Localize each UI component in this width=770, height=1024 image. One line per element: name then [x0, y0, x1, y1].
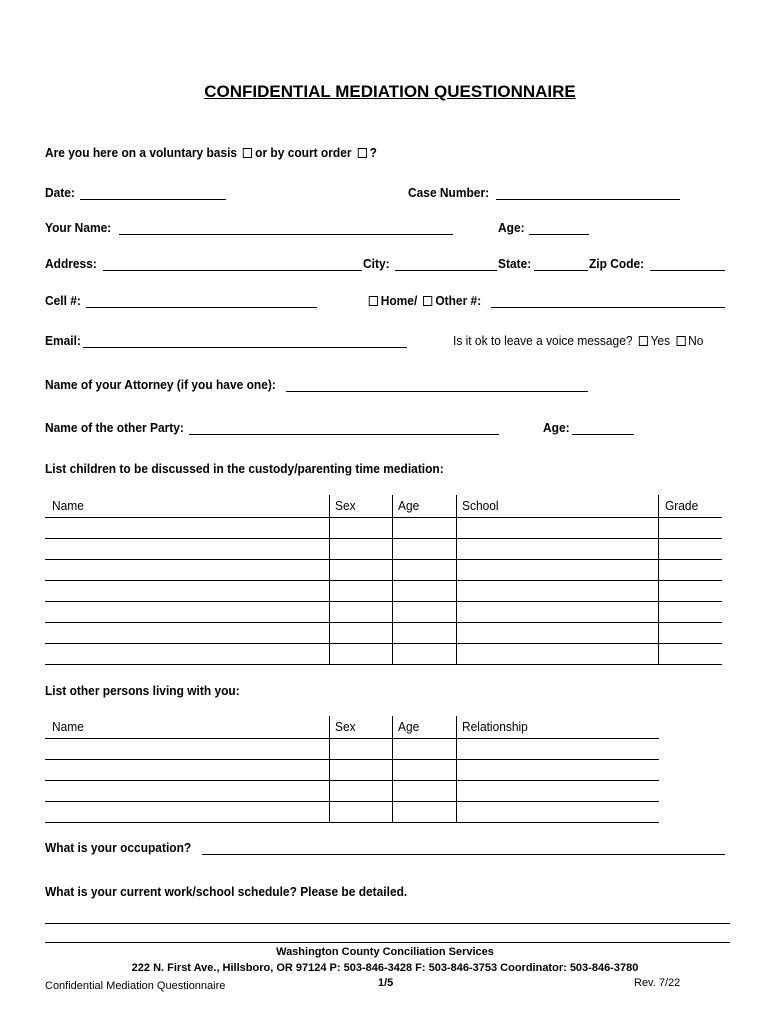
date-field[interactable] [80, 199, 226, 200]
city-label: City: [363, 256, 390, 271]
occupation-label: What is your occupation? [45, 840, 192, 855]
other-party-field[interactable] [189, 434, 499, 435]
date-label: Date: [45, 185, 75, 200]
voice-message-label: Is it ok to leave a voice message? [453, 333, 633, 348]
schedule-field[interactable] [45, 923, 730, 924]
your-name-label: Your Name: [45, 220, 112, 235]
table-row[interactable] [45, 517, 722, 518]
occupation-field[interactable] [202, 854, 725, 855]
other-party-label: Name of the other Party: [45, 420, 184, 435]
children-col-grade: Grade [665, 498, 699, 513]
table-row[interactable] [45, 738, 659, 739]
voluntary-question [45, 145, 377, 160]
zip-label: Zip Code: [589, 256, 645, 271]
age-label: Age: [498, 220, 525, 235]
table-row[interactable] [45, 801, 659, 802]
other-checkbox[interactable] [423, 296, 432, 306]
others-col-name: Name [52, 719, 84, 734]
voice-yes-label: Yes [650, 333, 671, 348]
footer-revision: Rev. 7/22 [634, 977, 681, 989]
children-heading: List children to be discussed in the custody/parenting time mediation: [45, 461, 444, 476]
others-heading: List other persons living with you: [45, 683, 240, 698]
email-field[interactable] [83, 347, 407, 348]
footer-address: 222 N. First Ave., Hillsboro, OR 97124 P: 503-846-3428 F: 503-846-3753 Coordinator: 503-846-3780 [131, 962, 639, 974]
case-number-field[interactable] [496, 199, 680, 200]
voluntary-checkbox[interactable] [243, 148, 252, 158]
footer-doc-name: Confidential Mediation Questionnaire [45, 980, 226, 992]
phone-type-group [366, 293, 481, 308]
others-divider [329, 716, 330, 822]
age-field[interactable] [529, 234, 589, 235]
children-col-name: Name [52, 498, 84, 513]
attorney-field[interactable] [286, 391, 588, 392]
children-col-school: School [462, 498, 499, 513]
table-row[interactable] [45, 759, 659, 760]
table-row[interactable] [45, 664, 722, 665]
table-row[interactable] [45, 538, 722, 539]
table-row[interactable] [45, 559, 722, 560]
your-name-field[interactable] [119, 234, 453, 235]
table-row[interactable] [45, 780, 659, 781]
state-field[interactable] [534, 270, 588, 271]
voice-no-checkbox[interactable] [676, 336, 685, 346]
table-row[interactable] [45, 601, 722, 602]
others-col-sex: Sex [335, 719, 356, 734]
court-order-checkbox[interactable] [358, 148, 367, 158]
address-label: Address: [45, 256, 97, 271]
children-col-sex: Sex [335, 498, 356, 513]
address-field[interactable] [103, 270, 362, 271]
page-title: CONFIDENTIAL MEDIATION QUESTIONNAIRE [204, 82, 576, 101]
city-field[interactable] [395, 270, 497, 271]
others-col-relationship: Relationship [462, 719, 528, 734]
email-label: Email: [45, 333, 81, 348]
other-label: Other #: [435, 293, 482, 308]
home-label: Home/ [380, 293, 418, 308]
others-col-age: Age [398, 719, 420, 734]
table-row[interactable] [45, 822, 659, 823]
voice-yes-checkbox[interactable] [639, 336, 648, 346]
footer-org: Washington County Conciliation Services [276, 946, 494, 958]
cell-label: Cell #: [45, 293, 81, 308]
case-number-label: Case Number: [408, 185, 490, 200]
voice-no-label: No [688, 333, 704, 348]
home-checkbox[interactable] [369, 296, 378, 306]
court-order-label: or by court order [255, 145, 352, 160]
schedule-label: What is your current work/school schedule? Please be detailed. [45, 884, 408, 899]
table-row[interactable] [45, 580, 722, 581]
zip-field[interactable] [650, 270, 725, 271]
voice-message-question [453, 333, 703, 348]
voluntary-label: Are you here on a voluntary basis [45, 145, 238, 160]
state-label: State: [498, 256, 532, 271]
cell-field[interactable] [86, 307, 317, 308]
footer-divider [45, 942, 730, 943]
table-row[interactable] [45, 643, 722, 644]
others-divider [392, 716, 393, 822]
other-party-age-label: Age: [543, 420, 570, 435]
others-divider [456, 716, 457, 822]
table-row[interactable] [45, 622, 722, 623]
other-party-age-field[interactable] [572, 434, 634, 435]
attorney-label: Name of your Attorney (if you have one): [45, 377, 276, 392]
footer-page-number: 1/5 [378, 977, 394, 989]
question-mark: ? [369, 145, 377, 160]
other-phone-field[interactable] [491, 307, 725, 308]
children-col-age: Age [398, 498, 420, 513]
